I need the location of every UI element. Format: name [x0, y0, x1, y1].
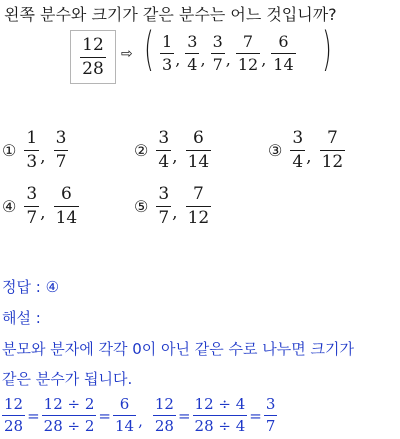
option-numerator: 1	[26, 128, 38, 148]
given-fraction-box	[70, 30, 116, 84]
candidate-fraction	[236, 34, 260, 73]
candidate-fraction	[271, 34, 295, 73]
candidate-set	[160, 34, 296, 73]
comma: ,	[225, 50, 231, 69]
option-2[interactable]	[134, 130, 211, 171]
option-numerator: 7	[192, 184, 204, 204]
comma: ,	[172, 203, 178, 223]
arrow-icon: ⇨	[121, 46, 133, 62]
comma: ,	[172, 147, 178, 167]
equation-fraction	[2, 397, 25, 434]
option-number: ①	[2, 141, 17, 160]
candidate-numerator: 6	[278, 32, 289, 51]
option-fraction	[156, 130, 171, 171]
option-4[interactable]	[2, 186, 79, 227]
option-fraction	[186, 186, 212, 227]
candidate-denominator: 7	[212, 55, 223, 74]
comma: ,	[138, 412, 143, 430]
eq-denominator: 28	[154, 417, 174, 435]
option-denominator: 12	[321, 152, 344, 172]
comma: ,	[40, 147, 46, 167]
option-fraction	[24, 186, 39, 227]
given-numerator: 12	[82, 34, 104, 55]
equation-line	[2, 397, 277, 434]
candidate-denominator: 14	[273, 55, 294, 74]
equals-sign: =	[177, 406, 191, 425]
eq-numerator: 12	[154, 395, 174, 413]
option-denominator: 7	[55, 152, 67, 172]
option-numerator: 3	[292, 128, 304, 148]
option-fraction	[290, 130, 305, 171]
option-numerator: 6	[192, 128, 204, 148]
option-fraction	[156, 186, 171, 227]
comma: ,	[200, 50, 206, 69]
option-fraction	[54, 186, 80, 227]
eq-denominator: 14	[115, 417, 135, 435]
candidate-denominator: 12	[237, 55, 259, 74]
comma: ,	[40, 203, 46, 223]
option-fraction	[186, 130, 212, 171]
option-denominator: 12	[187, 208, 210, 228]
comma: ,	[306, 147, 312, 167]
option-numerator: 3	[158, 184, 170, 204]
option-denominator: 3	[26, 152, 38, 172]
eq-numerator: 12 ÷ 2	[43, 395, 95, 413]
option-denominator: 7	[26, 208, 38, 228]
equation-fraction	[42, 397, 97, 434]
option-denominator: 7	[158, 208, 170, 228]
option-fraction	[320, 130, 346, 171]
equals-sign: =	[98, 406, 111, 425]
option-numerator: 3	[158, 128, 170, 148]
given-fraction	[80, 34, 106, 79]
option-denominator: 14	[55, 208, 78, 228]
option-numerator: 7	[326, 128, 338, 148]
comma: ,	[261, 50, 267, 69]
eq-numerator: 12 ÷ 4	[194, 395, 246, 413]
eq-denominator: 28 ÷ 4	[194, 417, 246, 435]
eq-denominator: 28	[4, 417, 24, 435]
option-number: ④	[2, 197, 17, 216]
answer-label: 정답 : ④	[2, 278, 60, 296]
option-number: ③	[268, 141, 283, 160]
option-fraction	[24, 130, 39, 171]
explanation-line-1: 분모와 분자에 각각 0이 아닌 같은 수로 나누면 크기가	[2, 340, 354, 358]
right-paren: )	[322, 22, 332, 76]
option-numerator: 6	[60, 184, 72, 204]
option-number: ②	[134, 141, 149, 160]
question-text: 왼쪽 분수와 크기가 같은 분수는 어느 것입니까?	[4, 5, 337, 24]
candidate-numerator: 3	[187, 32, 198, 51]
option-numerator: 3	[55, 128, 67, 148]
equation-fraction	[264, 397, 278, 434]
option-fraction	[54, 130, 69, 171]
equation-fraction	[193, 397, 248, 434]
candidate-numerator: 3	[212, 32, 223, 51]
candidate-fraction	[211, 34, 225, 73]
candidate-fraction	[185, 34, 199, 73]
option-5[interactable]	[134, 186, 211, 227]
candidate-denominator: 3	[162, 55, 173, 74]
equation-fraction	[113, 397, 136, 434]
candidate-fraction	[160, 34, 174, 73]
option-number: ⑤	[134, 197, 149, 216]
given-denominator: 28	[82, 58, 104, 79]
option-denominator: 14	[187, 152, 210, 172]
option-3[interactable]	[268, 130, 345, 171]
explanation-line-2: 같은 분수가 됩니다.	[2, 370, 133, 388]
equation-fraction	[153, 397, 176, 434]
candidate-denominator: 4	[187, 55, 198, 74]
eq-denominator: 28 ÷ 2	[43, 417, 95, 435]
eq-numerator: 3	[265, 395, 276, 413]
option-denominator: 4	[292, 152, 304, 172]
equals-sign: =	[249, 406, 262, 425]
eq-numerator: 12	[4, 395, 24, 413]
explanation-label: 해설 :	[2, 309, 41, 327]
candidate-numerator: 7	[242, 32, 254, 51]
option-denominator: 4	[158, 152, 170, 172]
candidate-numerator: 1	[162, 32, 173, 51]
left-paren: (	[144, 22, 154, 76]
option-1[interactable]	[2, 130, 68, 171]
equals-sign: =	[27, 406, 40, 425]
option-numerator: 3	[26, 184, 38, 204]
comma: ,	[175, 50, 181, 69]
eq-denominator: 7	[265, 417, 276, 435]
eq-numerator: 6	[119, 395, 130, 413]
